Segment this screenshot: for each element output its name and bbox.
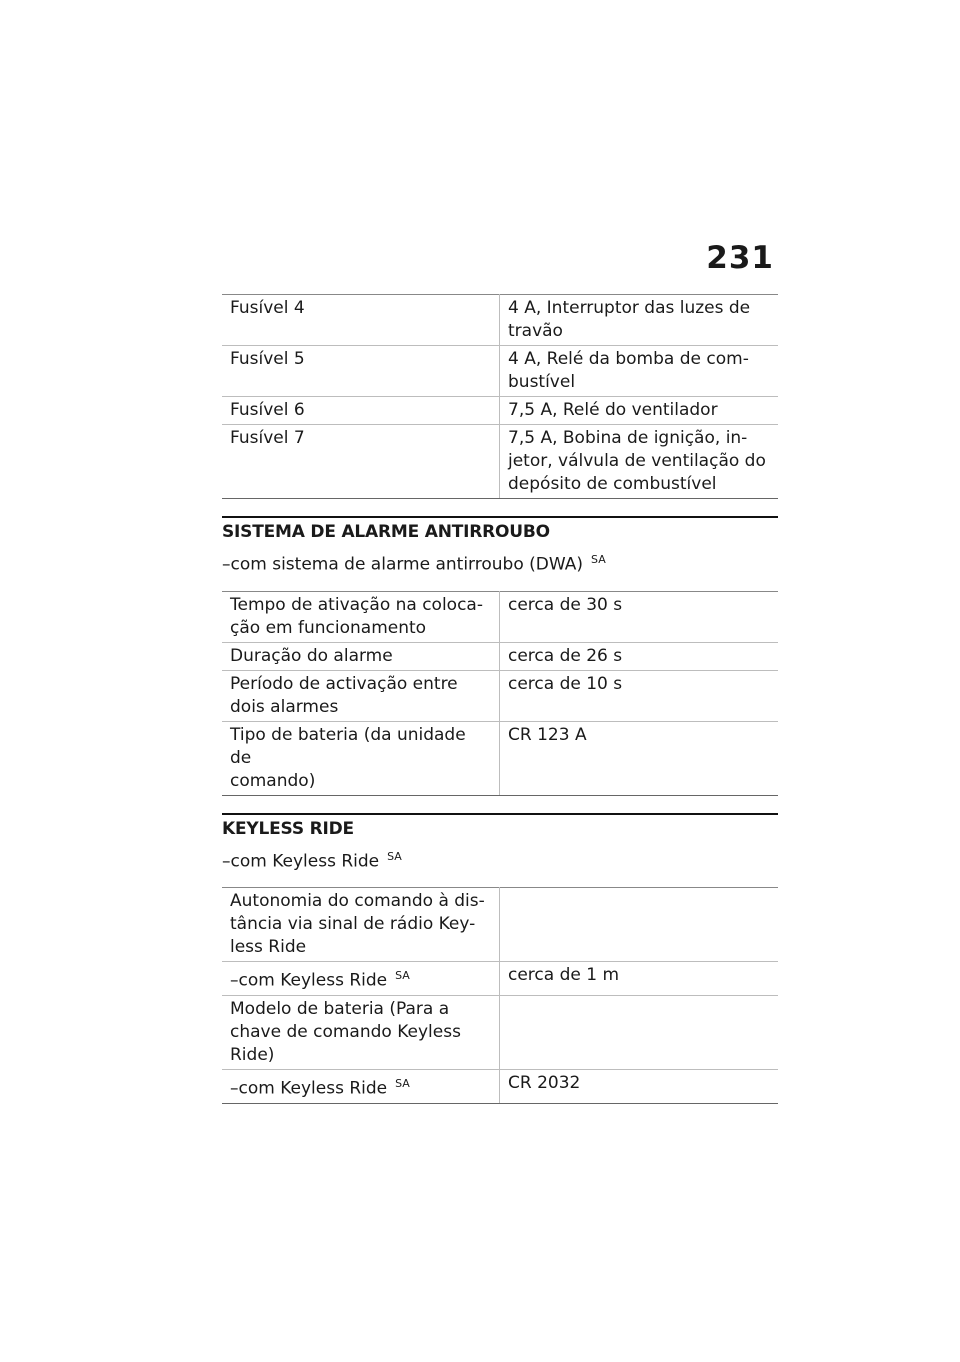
spec-value: CR 2032	[500, 1069, 779, 1103]
condition-line	[222, 548, 778, 577]
table-row	[222, 295, 778, 346]
table-row	[222, 1069, 778, 1103]
fuse-table	[222, 294, 778, 499]
spec-label	[222, 995, 500, 1069]
fuse-value	[500, 425, 779, 499]
spec-value: cerca de 1 m	[500, 962, 779, 996]
table-row	[222, 397, 778, 425]
table-row	[222, 346, 778, 397]
keyless-section	[222, 813, 778, 1104]
fuse-value	[500, 295, 779, 346]
spec-label	[222, 591, 500, 642]
spec-label-line: ção em funcionamento	[230, 617, 427, 638]
spec-label	[222, 670, 500, 721]
spec-label-line: dois alarmes	[230, 696, 339, 717]
spec-value: cerca de 26 s	[500, 642, 779, 670]
spec-value: cerca de 10 s	[500, 670, 779, 721]
spec-label-line: Autonomia do comando à dis-	[230, 891, 485, 912]
spec-label	[222, 888, 500, 962]
fuse-value-line: 4 A, Interruptor das luzes de	[508, 298, 751, 318]
spec-label-line: Tempo de ativação na coloca-	[230, 594, 483, 615]
table-row	[222, 670, 778, 721]
fuse-value-line: 7,5 A, Bobina de ignição, in-	[508, 428, 748, 448]
spec-label	[222, 721, 500, 795]
spec-label-line: Tipo de bateria (da unidade de	[230, 724, 466, 768]
fuse-value-line: travão	[508, 321, 563, 341]
spec-label-line: less Ride	[230, 937, 307, 958]
spec-label-line: Período de activação entre	[230, 673, 458, 694]
spec-label-line: tância via sinal de rádio Key-	[230, 914, 476, 935]
fuse-value	[500, 346, 779, 397]
section-title: KEYLESS RIDE	[222, 818, 354, 839]
page-number: 231	[706, 240, 774, 276]
alarm-table	[222, 591, 778, 796]
fuse-name: Fusível 4	[222, 295, 500, 346]
fuse-value-line: depósito de combustível	[508, 474, 717, 494]
spec-label	[222, 962, 500, 996]
table-row	[222, 888, 778, 962]
fuse-value-line: bustível	[508, 372, 576, 392]
spec-label-line: Ride)	[230, 1044, 275, 1065]
spec-label-line: chave de comando Keyless	[230, 1021, 461, 1042]
sa-marker: SA	[387, 849, 402, 863]
spec-label-line: Duração do alarme	[230, 645, 393, 666]
table-row	[222, 425, 778, 499]
spec-label-line: comando)	[230, 770, 316, 791]
fuse-value-line: jetor, válvula de ventilação do	[508, 451, 766, 471]
spec-value: CR 123 A	[500, 721, 779, 795]
fuse-value-line: 7,5 A, Relé do ventilador	[508, 400, 718, 420]
table-row	[222, 995, 778, 1069]
fuse-name: Fusível 5	[222, 346, 500, 397]
table-row	[222, 721, 778, 795]
sa-marker: SA	[591, 553, 606, 566]
section-title: SISTEMA DE ALARME ANTIRROUBO	[222, 522, 550, 542]
table-row	[222, 642, 778, 670]
fuse-value-line: 4 A, Relé da bomba de com-	[508, 349, 749, 369]
sa-marker: SA	[395, 969, 410, 983]
spec-value: cerca de 30 s	[500, 591, 779, 642]
spec-value	[500, 995, 779, 1069]
page-content	[222, 294, 778, 1104]
alarm-section	[222, 516, 778, 796]
fuse-name: Fusível 6	[222, 397, 500, 425]
condition-text: –com sistema de alarme antirroubo (DWA)	[222, 554, 584, 575]
condition-text: –com Keyless Ride	[222, 851, 380, 872]
sa-marker: SA	[395, 1076, 410, 1090]
spec-label	[222, 1069, 500, 1103]
fuse-name: Fusível 7	[222, 425, 500, 499]
fuse-value	[500, 397, 779, 425]
spec-label-line: –com Keyless Ride	[230, 1078, 388, 1099]
table-row	[222, 591, 778, 642]
table-row	[222, 962, 778, 996]
spec-value	[500, 888, 779, 962]
condition-line	[222, 845, 778, 874]
spec-label-line: –com Keyless Ride	[230, 970, 388, 991]
spec-label	[222, 642, 500, 670]
keyless-table	[222, 887, 778, 1103]
spec-label-line: Modelo de bateria (Para a	[230, 998, 450, 1019]
